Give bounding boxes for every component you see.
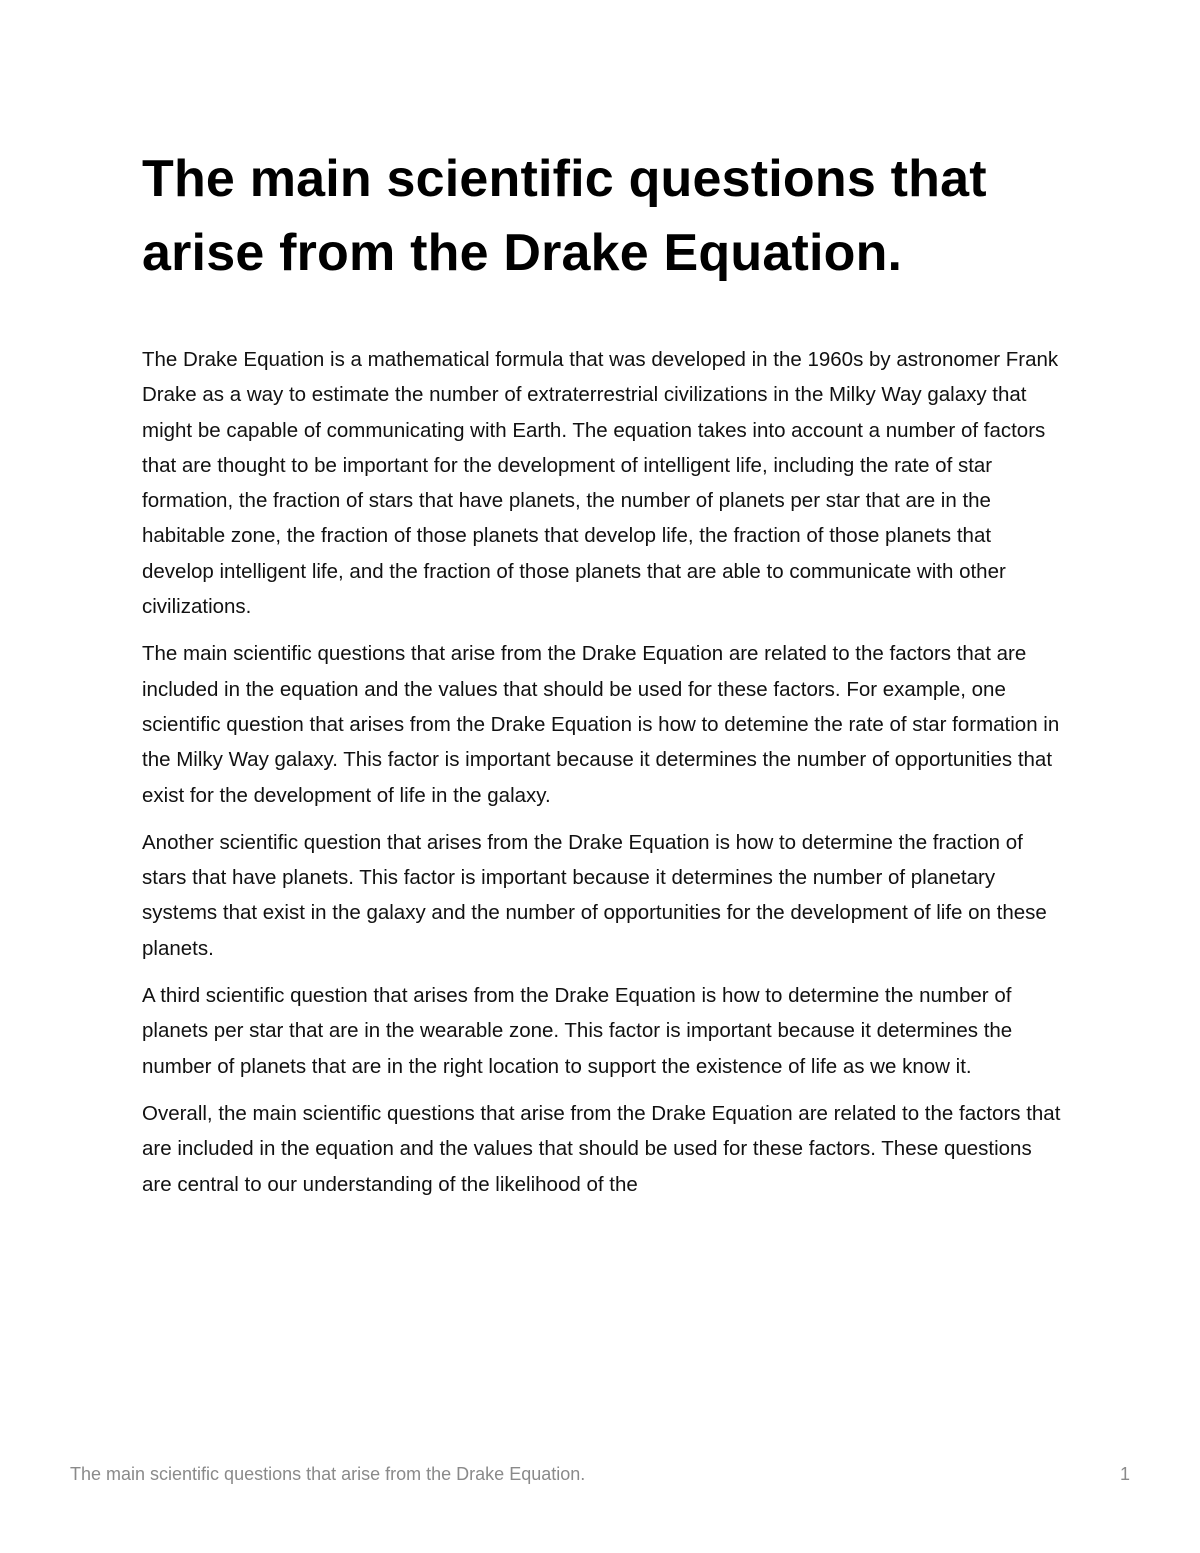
page-content	[142, 142, 1062, 1214]
footer-title: The main scientific questions that arise from the Drake Equation.	[70, 1464, 586, 1484]
paragraph-fraction-of-stars: Another scientific question that arises from the Drake Equation is how to determine the fraction of stars that have planets. This factor is important because it determines the number of planetary systems that exist in the galaxy and the number of opportunities for the development of life on these planets.	[142, 830, 1047, 960]
paragraph-main-questions: The main scientific questions that arise from the Drake Equation are related to the factors that are included in the equation and the values that should be used for these factors. For example, one scientific question that arises from the Drake Equation is how to detemine the rate of star formation in the Milky Way galaxy. This factor is important because it determines the number of opportunities that exist for the development of life in the galaxy.	[142, 642, 1060, 807]
paragraph-habitable-zone: A third scientific question that arises from the Drake Equation is how to determine the number of planets per star that are in the wearable zone. This factor is important because it determines the number of planets that are in the right location to support the existence of life as we know it.	[142, 984, 1013, 1078]
paragraph-overall: Overall, the main scientific questions that arise from the Drake Equation are related to the factors that are included in the equation and the values that should be used for these factors. These questions are central to our understanding of the likelihood of the	[142, 1101, 1061, 1196]
document-title: The main scientific questions that arise from the Drake Equation.	[142, 150, 987, 282]
page-footer	[70, 1464, 1130, 1492]
footer-page-number: 1	[1119, 1464, 1130, 1484]
paragraph-intro: The Drake Equation is a mathematical formula that was developed in the 1960s by astronomer Frank Drake as a way to estimate the number of extraterrestrial civilizations in the Milky Way galaxy that might be capable of communicating with Earth. The equation takes into account a number of factors that are thought to be important for the development of intelligent life, including the rate of star formation, the fraction of stars that have planets, the number of planets per star that are in the habitable zone, the fraction of those planets that develop life, the fraction of those planets that develop intelligent life, and the fraction of those planets that are able to communicate with other civilizations.	[142, 348, 1059, 619]
